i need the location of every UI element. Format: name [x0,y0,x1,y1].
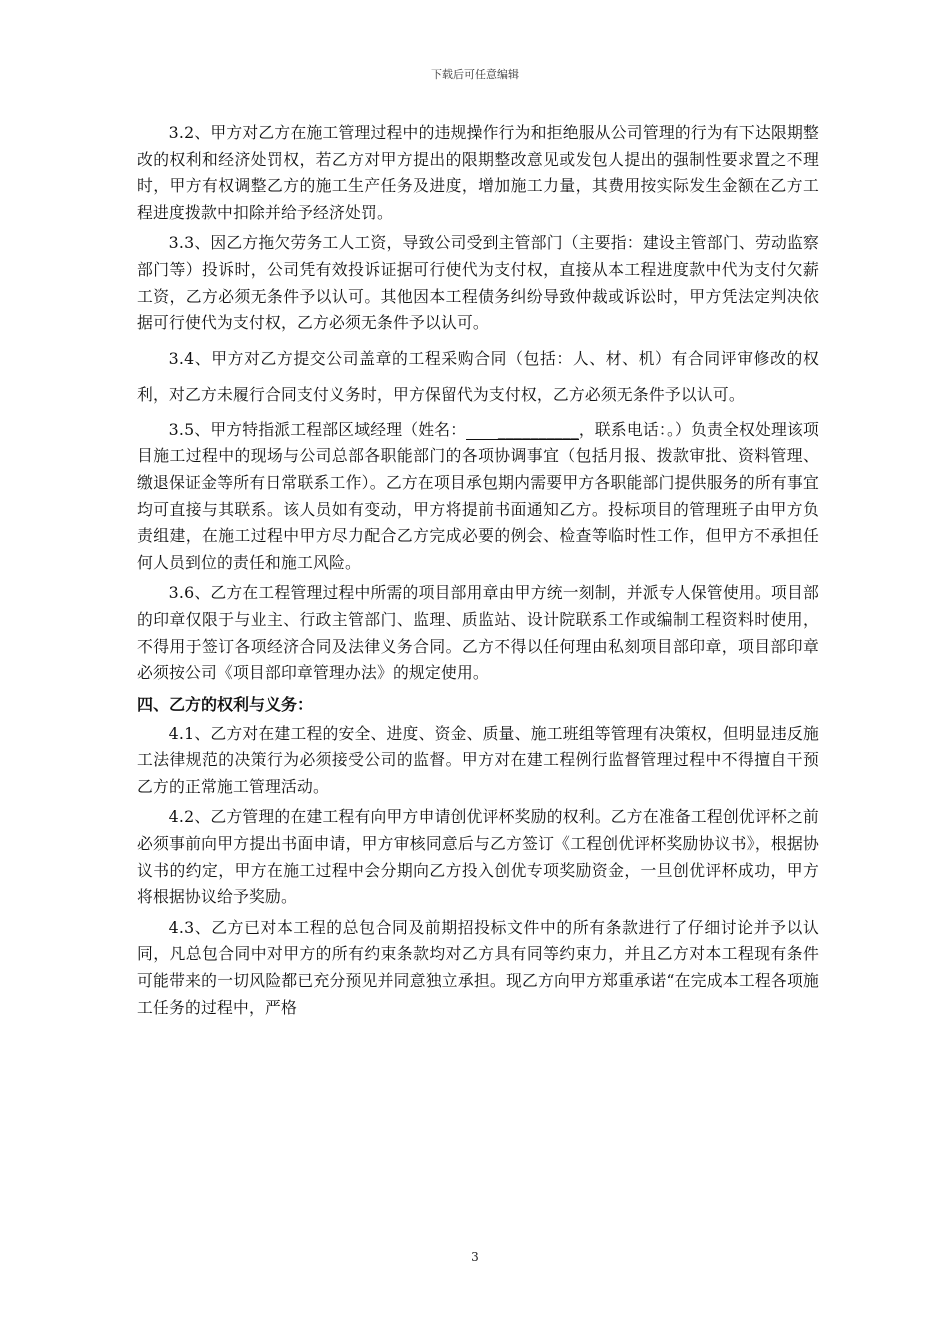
clause-3-5-text-mid: ，联系电话： [578,419,667,439]
clause-4-2: 4.2、乙方管理的在建工程有向甲方申请创优评杯奖励的权利。乙方在准备工程创优评杯之前必须事前向甲方提出书面申请，甲方审核同意后与乙方签订《工程创优评杯奖励协议书》，根据协议书的约定，甲方在施工过程中会分期向乙方投入创优专项奖励资金，一旦创优评杯成功，甲方将根据协议给予奖励。 [137,807,819,907]
clause-3-6: 3.6、乙方在工程管理过程中所需的项目部用章由甲方统一刻制，并派专人保管使用。项目部的印章仅限于与业主、行政主管部门、监理、质监站、设计院联系工作或编制工程资料时使用，不得用于签订各项经济合同及法律义务合同。乙方不得以任何理由私刻项目部印章，项目部印章必须按公司《项目部印章管理办法》的规定使用。 [137,583,819,683]
clause-3-4: 3.4、甲方对乙方提交公司盖章的工程采购合同（包括：人、材、机）有合同评审修改的权利，对乙方未履行合同支付义务时，甲方保留代为支付权，乙方必须无条件予以认可。 [137,348,819,404]
clause-3-5-text-end: 。）负责全权处理该项目施工过程中的现场与公司总部各职能部门的各项协调事宜（包括月报、拨款审批、资料管理、缴退保证金等所有日常联系工作）。乙方在项目承包期内需要甲方各职能部门提供服务的所有事宜均可直接与其联系。该人员如有变动，甲方将提前书面通知乙方。投标项目的管理班子由甲方负责组建，在施工过程中甲方尽力配合乙方完成必要的例会、检查等临时性工作，但甲方不承担任何人员到位的责任和施工风险。 [137,419,820,572]
clause-3-5-text-start: 3.5、甲方特指派工程部区域经理（姓名： [168,419,467,439]
clause-3-5 [137,417,819,577]
clause-3-2: 3.2、甲方对乙方在施工管理过程中的违规操作行为和拒绝服从公司管理的行为有下达限期整改的权利和经济处罚权，若乙方对甲方提出的限期整改意见或发包人提出的强制性要求置之不理时，甲方有权调整乙方的施工生产任务及进度，增加施工力量，其费用按实际发生金额在乙方工程进度拨款中扣除并给予经济处罚。 [137,123,819,222]
clause-3-3: 3.3、因乙方拖欠劳务工人工资，导致公司受到主管部门（主要指：建设主管部门、劳动监察部门等）投诉时，公司凭有效投诉证据可行使代为支付权，直接从本工程进度款中代为支付欠薪工资，乙方必须无条件予以认可。其他因本工程债务纠纷导致仲裁或诉讼时，甲方凭法定判决依据可行使代为支付权，乙方必须无条件予以认可。 [137,233,819,333]
clause-4-1: 4.1、乙方对在建工程的安全、进度、资金、质量、施工班组等管理有决策权，但明显违反施工法律规范的决策行为必须接受公司的监督。甲方对在建工程例行监督管理过程中不得擅自干预乙方的正常施工管理活动。 [137,723,819,796]
section-heading-4: 四、乙方的权利与义务： [137,694,314,714]
name-blank: __________ [466,421,579,440]
page-number: 3 [471,1250,479,1264]
page-header: 下载后可任意编辑 [431,68,519,81]
document-body [137,120,819,1025]
clause-4-3: 4.3、乙方已对本工程的总包合同及前期招投标文件中的所有条款进行了仔细讨论并予以认同，凡总包合同中对甲方的所有约束条款均对乙方具有同等约束力，并且乙方对本工程现有条件可能带来的一切风险都已充分预见并同意独立承担。现乙方向甲方郑重承诺“在完成本工程各项施工任务的过程中，严格 [137,917,819,1017]
